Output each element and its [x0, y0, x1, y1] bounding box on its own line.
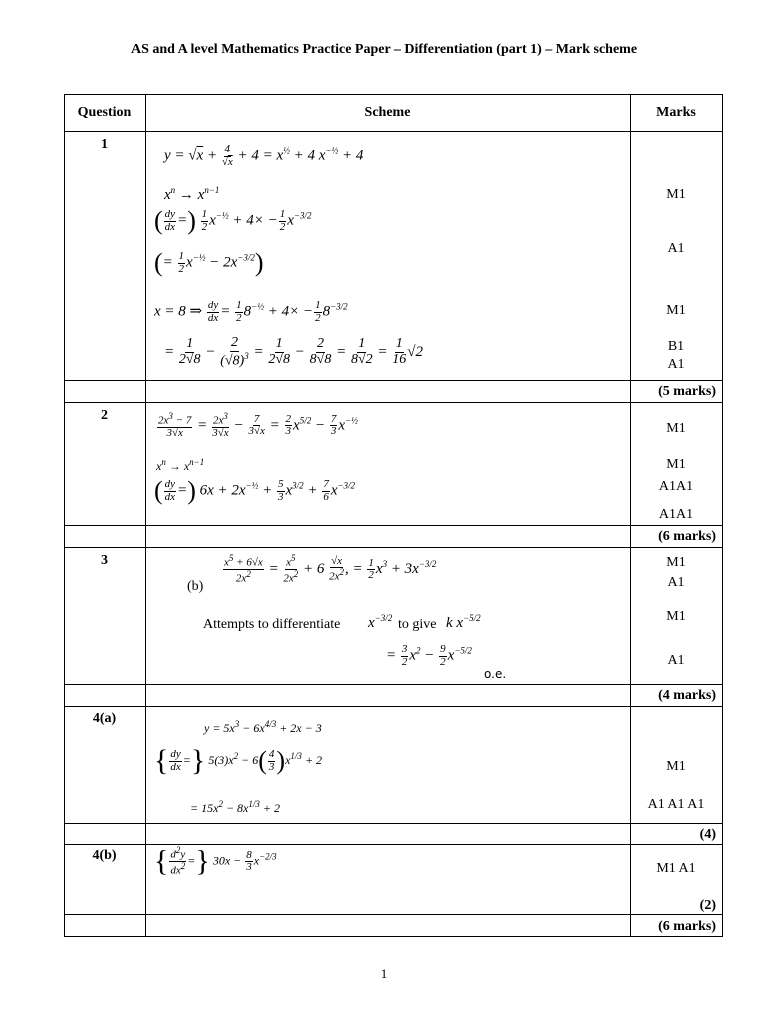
q3-line-5: k $x^{-5/2}$ — [446, 613, 481, 631]
q2-total: (6 marks) — [658, 529, 716, 544]
q3-total: (4 marks) — [658, 688, 716, 703]
header-scheme: Scheme — [364, 105, 411, 120]
table-rule — [64, 94, 65, 937]
q4a-line-1: $y = 5x^3 - 6x^{4/3} + 2x - 3$ — [204, 719, 322, 735]
q3-line-4: to give — [398, 617, 437, 632]
q1-mark-4: B1 — [667, 339, 685, 354]
page-number: 1 — [380, 966, 388, 981]
document-title: AS and A level Mathematics Practice Paper – Differentiation (part 1) – Mark scheme — [130, 42, 638, 57]
q4b-label: 4(b) — [92, 848, 117, 863]
q2-line-1: $\frac{2x^3 - 7}{3√x}$ = $\frac{2x^3}{3√x}$ − $\frac{7}{3√x}$ = $\frac{2}{3}$ $x^{5/2}$ − $\frac{7}{3}$ $x^{-\frac{1}{2}}$ — [158, 411, 358, 440]
q1-mark-1: M1 — [666, 187, 686, 202]
q2-line-3: ( $\frac{dy}{dx}$ =) $6x + 2x^{-\frac{1}{2}}$ + $\frac{5}{3}$ $x^{3/2}$ + $\frac{7}{6}$ $x^{-3/2}$ — [154, 476, 356, 505]
table-rule — [64, 525, 723, 526]
q1-mark-3: M1 — [666, 303, 686, 318]
table-rule — [64, 823, 723, 824]
q3-mark-1: M1 — [666, 555, 686, 570]
table-rule — [64, 914, 723, 915]
q3-mark-2: A1 — [667, 575, 685, 590]
q4a-label: 4(a) — [92, 711, 117, 726]
q1-label: 1 — [101, 137, 108, 152]
q4a-line-2: { $\frac{dy}{dx}$ =} $5(3)x^2 - 6$( $\frac{4}{3}$ )$x^{1/3} + 2$ — [154, 744, 323, 777]
q2-line-2: $x^n \to x^{n-1}$ — [156, 457, 205, 473]
q2-label: 2 — [101, 408, 108, 423]
q4b-total: (2) — [699, 898, 716, 913]
q1-total: (5 marks) — [658, 384, 716, 399]
table-rule — [64, 684, 723, 685]
q1-line-4: (= $\frac{1}{2}$ $x^{-\frac{1}{2}} - 2x^{-3/2}$) — [154, 248, 264, 277]
q3-label: 3 — [101, 553, 108, 568]
q1-line-2: $x^n \to x^{n-1}$ — [164, 185, 220, 203]
q3-part: (b) — [187, 579, 204, 594]
header-marks: Marks — [656, 105, 696, 120]
q1-mark-2: A1 — [667, 241, 685, 256]
q4a-line-3: = $15x^2 - 8x^{1/3} + 2$ — [190, 799, 280, 815]
table-rule — [64, 402, 723, 403]
header-question: Question — [77, 105, 132, 120]
q1-mark-5: A1 — [667, 357, 685, 372]
q3-line-3: $x^{-3/2}$ — [368, 613, 393, 631]
q4a-mark-2: A1 A1 A1 — [647, 797, 705, 812]
table-rule — [64, 131, 723, 132]
q2-mark-2: M1 — [666, 457, 686, 472]
table-rule — [64, 94, 723, 95]
q1-line-6: = $\frac{1}{2√8}$ − $\frac{2}{(√8)^3}$ = $\frac{1}{2√8}$ − $\frac{2}{8√8}$ = $\frac{1}{8√2}$ = $\frac{1}{16}$ √2 — [164, 335, 423, 369]
q3-mark-3: M1 — [666, 609, 686, 624]
table-rule — [722, 94, 723, 937]
q3-line-1: $\frac{x^5 + 6√x}{2x^2}$ = $\frac{x^5}{2x^2}$ + 6 $\frac{√x}{2x^2}$ , = $\frac{1}{2}$ $x^3 + 3x^{-3/2}$ — [224, 553, 437, 585]
q3-mark-4: A1 — [667, 653, 685, 668]
q4a-total: (4) — [699, 827, 716, 842]
q3-line-6: = $\frac{3}{2}$ $x^2$ − $\frac{9}{2}$ $x^{-5/2}$ — [386, 643, 472, 668]
mark-scheme-table — [64, 94, 723, 937]
table-rule — [64, 706, 723, 707]
q2-mark-1: M1 — [666, 421, 686, 436]
q3-line-2: Attempts to differentiate — [203, 617, 341, 632]
table-rule — [64, 936, 723, 937]
q2-mark-3: A1A1 — [658, 479, 694, 494]
q1-line-1: y = √x + $\frac{4}{√x}$ + $4 = x^{\frac{1}{2}} + 4$ $x^{-\frac{1}{2}} + 4$ — [164, 143, 364, 168]
table-rule — [64, 380, 723, 381]
q1-line-5: x = 8 ⇒ $\frac{dy}{dx}$ = $\frac{1}{2}$ $8^{-\frac{1}{2}} + 4\times$ − $\frac{1}{2}$ $8^{-3/2}$ — [154, 299, 348, 324]
table-rule — [64, 547, 723, 548]
q4b-line-1: { $\frac{d^2y}{dx^2}$ =} 30x − $\frac{8}{3}$ $x^{-2/3}$ — [154, 844, 277, 878]
q2-mark-4: A1A1 — [658, 507, 694, 522]
q1-line-3: ( $\frac{dy}{dx}$ =) $\frac{1}{2}$ $x^{-\frac{1}{2}} + 4\times$ − $\frac{1}{2}$ $x^{-3/2}$ — [154, 206, 312, 235]
q4a-mark-1: M1 — [666, 759, 686, 774]
q4b-mark-1: M1 A1 — [656, 861, 696, 876]
table-rule — [145, 94, 146, 937]
q3-line-7: o.e. — [484, 667, 507, 681]
grand-total: (6 marks) — [658, 919, 716, 934]
